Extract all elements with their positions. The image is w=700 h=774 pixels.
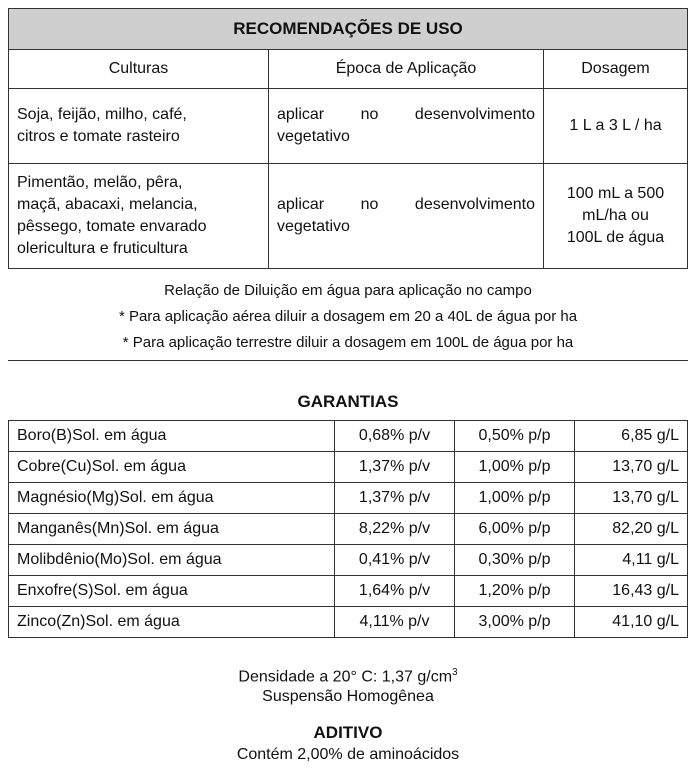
table-row — [9, 164, 688, 269]
culturas-line: Pimentão, melão, pêra, — [17, 174, 183, 191]
dosagem-cell — [544, 89, 688, 164]
epoca-cell — [269, 89, 544, 164]
suspension-text: Suspensão Homogênea — [262, 688, 434, 705]
value-gl: 6,85 g/L — [575, 420, 688, 452]
dilution-notes — [8, 278, 688, 361]
aditivo-text: Contém 2,00% de aminoácidos — [236, 746, 460, 763]
value-pv: 1,37% p/v — [335, 452, 455, 483]
recommendations-table — [8, 8, 688, 269]
table-row — [8, 576, 688, 607]
value-gl: 82,20 g/L — [575, 514, 688, 545]
header-dosagem: Dosagem — [544, 50, 688, 89]
culturas-cell — [9, 89, 269, 164]
culturas-cell — [9, 164, 269, 269]
dosagem-line: 100L de água — [566, 229, 665, 246]
dosagem-line: 100 mL a 500 — [566, 185, 665, 202]
value-pp: 3,00% p/p — [455, 607, 575, 638]
garantias-table — [8, 420, 688, 638]
density-value: Densidade a 20° C: 1,37 g/cm — [238, 668, 453, 686]
dilution-note: * Para aplicação aérea diluir a dosagem em 20 a 40L de água por ha — [118, 308, 578, 325]
value-pp: 6,00% p/p — [455, 514, 575, 545]
value-pv: 1,37% p/v — [335, 483, 455, 514]
value-gl: 4,11 g/L — [575, 545, 688, 576]
culturas-line: pêssego, tomate envarado — [17, 218, 207, 235]
culturas-line: Soja, feijão, milho, café, — [17, 106, 187, 123]
nutrient-name: Cobre(Cu)Sol. em água — [8, 452, 335, 483]
value-gl: 13,70 g/L — [575, 483, 688, 514]
value-pv: 0,68% p/v — [335, 420, 455, 452]
dosagem-line: mL/ha ou — [582, 207, 649, 224]
dosagem-cell — [544, 164, 688, 269]
value-pv: 4,11% p/v — [335, 607, 455, 638]
epoca-cell — [269, 164, 544, 269]
value-pp: 1,00% p/p — [455, 483, 575, 514]
epoca-line: aplicar no desenvolvimento — [277, 196, 535, 213]
table-row — [8, 420, 688, 452]
recommendations-title: RECOMENDAÇÕES DE USO — [9, 9, 688, 50]
value-pp: 1,00% p/p — [455, 452, 575, 483]
culturas-line: maçã, abacaxi, melancia, — [17, 196, 198, 213]
culturas-line: olericultura e fruticultura — [17, 240, 188, 257]
table-row — [8, 514, 688, 545]
table-row — [8, 607, 688, 638]
table-row — [9, 89, 688, 164]
header-epoca: Época de Aplicação — [269, 50, 544, 89]
table-row — [8, 483, 688, 514]
value-gl: 13,70 g/L — [575, 452, 688, 483]
value-pv: 1,64% p/v — [335, 576, 455, 607]
epoca-line: aplicar no desenvolvimento — [277, 106, 535, 123]
epoca-line: vegetativo — [277, 218, 350, 235]
value-pv: 8,22% p/v — [335, 514, 455, 545]
epoca-line: vegetativo — [277, 128, 350, 145]
value-pp: 1,20% p/p — [455, 576, 575, 607]
value-pp: 0,30% p/p — [455, 545, 575, 576]
dosagem-line: 1 L a 3 L / ha — [569, 117, 662, 134]
value-pp: 0,50% p/p — [455, 420, 575, 452]
density-unit-exponent: 3 — [452, 667, 458, 678]
nutrient-name: Molibdênio(Mo)Sol. em água — [8, 545, 335, 576]
aditivo-title: ADITIVO — [313, 723, 383, 742]
nutrient-name: Enxofre(S)Sol. em água — [8, 576, 335, 607]
nutrient-name: Zinco(Zn)Sol. em água — [8, 607, 335, 638]
nutrient-name: Magnésio(Mg)Sol. em água — [8, 483, 335, 514]
garantias-title: GARANTIAS — [297, 392, 399, 411]
value-gl: 16,43 g/L — [575, 576, 688, 607]
dilution-note: Relação de Diluição em água para aplicação no campo — [164, 282, 532, 299]
value-gl: 41,10 g/L — [575, 607, 688, 638]
value-pv: 0,41% p/v — [335, 545, 455, 576]
density-text — [8, 662, 688, 688]
nutrient-name: Manganês(Mn)Sol. em água — [8, 514, 335, 545]
header-culturas: Culturas — [9, 50, 269, 89]
dilution-note: * Para aplicação terrestre diluir a dosagem em 100L de água por ha — [122, 334, 574, 351]
nutrient-name: Boro(B)Sol. em água — [8, 420, 335, 452]
table-row — [8, 545, 688, 576]
table-row — [8, 452, 688, 483]
culturas-line: citros e tomate rasteiro — [17, 128, 180, 145]
